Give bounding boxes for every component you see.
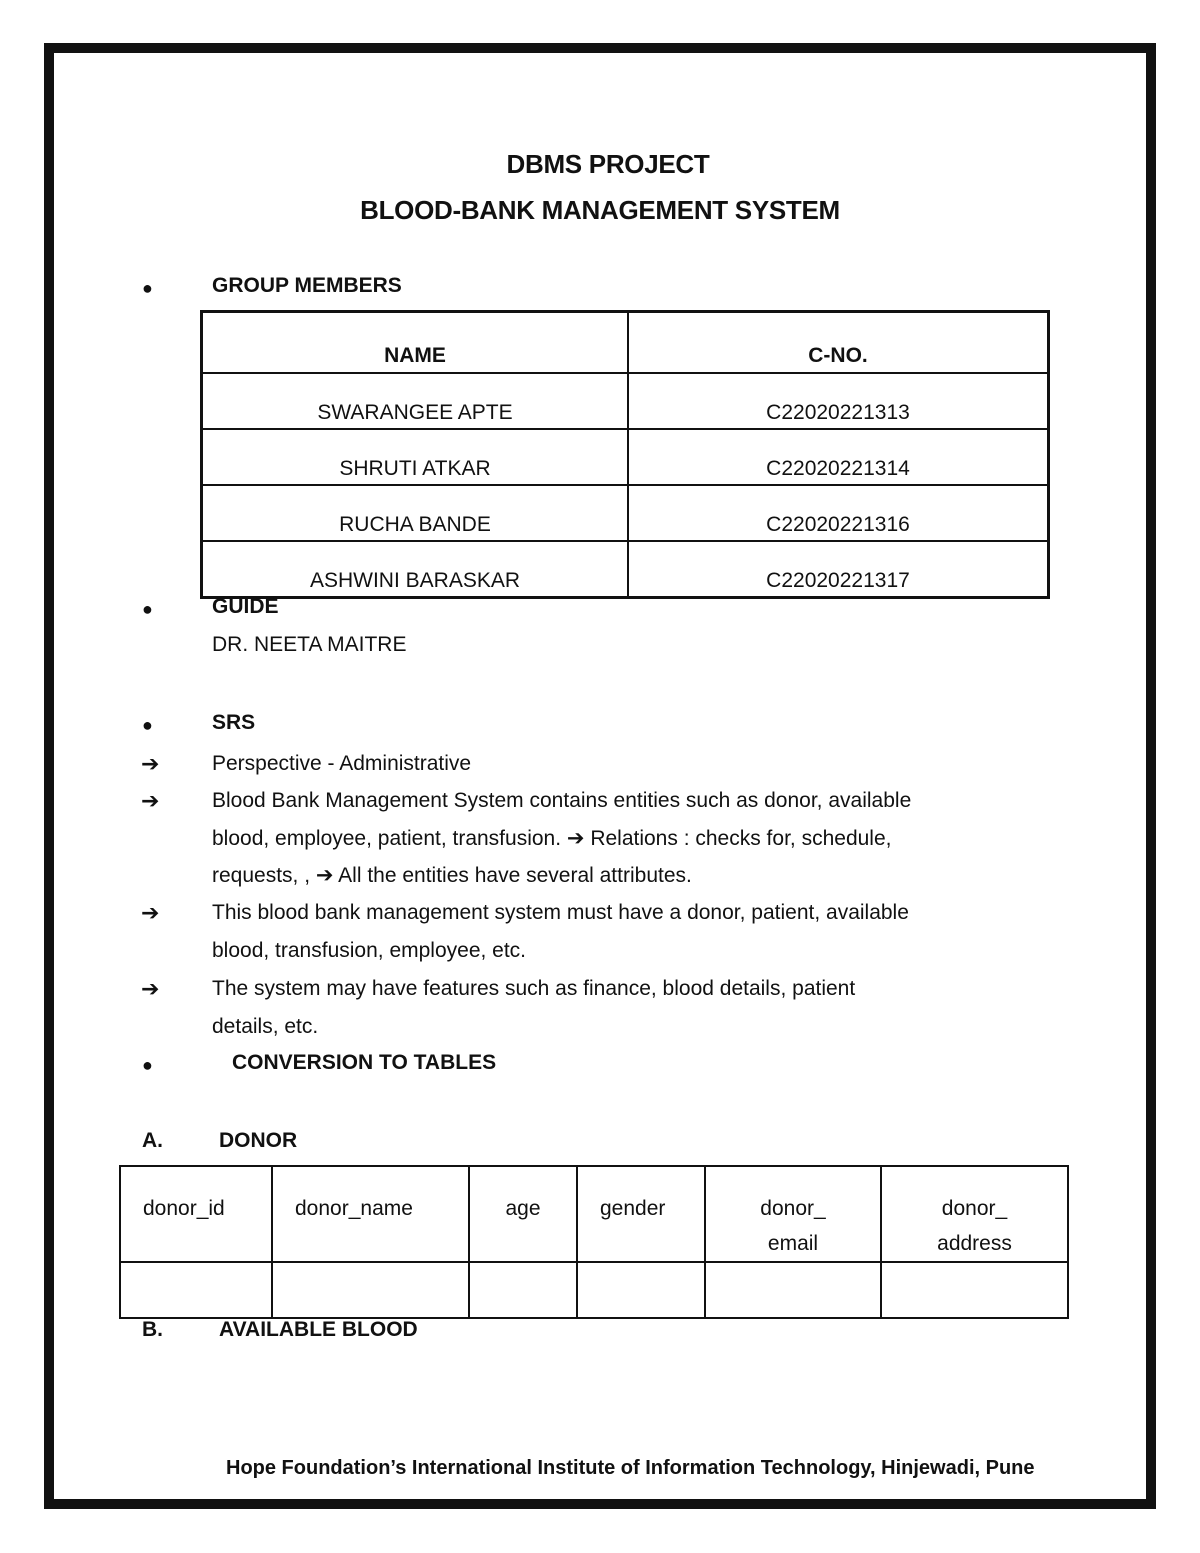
table-row: [202, 541, 1049, 598]
footer-institution: Hope Foundation’s International Institute of Information Technology, Hinjewadi, Pune: [226, 1457, 1035, 1479]
section-a-letter: A.: [142, 1129, 163, 1152]
column-header-line: address: [937, 1232, 1012, 1255]
section-a-title: DONOR: [219, 1129, 298, 1152]
empty-cell: [577, 1262, 705, 1318]
bullet-icon: ●: [142, 599, 153, 619]
srs-point: [212, 745, 1072, 783]
table-row: [202, 485, 1049, 541]
member-cno: C22020221317: [628, 541, 1049, 598]
table-row: [202, 373, 1049, 429]
guide-name: DR. NEETA MAITRE: [212, 633, 407, 656]
table-header-row: [120, 1166, 1068, 1262]
srs-line: This blood bank management system must have a donor, patient, available: [212, 901, 909, 924]
srs-heading: SRS: [212, 711, 256, 734]
srs-point: [212, 894, 1072, 969]
table-row: [202, 429, 1049, 485]
member-cno: C22020221314: [628, 429, 1049, 485]
member-name: SWARANGEE APTE: [202, 373, 629, 429]
column-header-line: email: [767, 1232, 819, 1255]
document-title: DBMS PROJECT: [506, 149, 710, 179]
column-header-cno: C-NO.: [628, 312, 1049, 374]
empty-cell: [705, 1262, 881, 1318]
column-header-name: NAME: [202, 312, 629, 374]
column-header: [272, 1166, 469, 1262]
column-header-line: gender: [600, 1197, 666, 1220]
empty-cell: [469, 1262, 577, 1318]
srs-line: details, etc.: [212, 1014, 319, 1038]
group-members-heading: GROUP MEMBERS: [212, 274, 402, 297]
arrow-icon: ➔: [141, 788, 160, 813]
document-subtitle: BLOOD-BANK MANAGEMENT SYSTEM: [360, 195, 840, 225]
member-cno: C22020221316: [628, 485, 1049, 541]
srs-line: The system may have features such as finance, blood details, patient: [212, 977, 856, 1000]
table-header-row: [202, 312, 1049, 374]
section-b-title: AVAILABLE BLOOD: [219, 1318, 418, 1341]
guide-heading: GUIDE: [212, 595, 279, 618]
column-header: [881, 1166, 1068, 1262]
bullet-icon: ●: [142, 278, 153, 298]
srs-point: [212, 970, 1072, 1045]
empty-cell: [120, 1262, 272, 1318]
arrow-icon: ➔: [141, 976, 160, 1001]
column-header: [705, 1166, 881, 1262]
arrow-icon: ➔: [141, 900, 160, 925]
section-b-letter: B.: [142, 1318, 163, 1341]
srs-line: requests, , ➔ All the entities have several attributes.: [212, 864, 692, 887]
srs-line: blood, transfusion, employee, etc.: [212, 938, 527, 962]
column-header: [577, 1166, 705, 1262]
donor-table: [119, 1165, 1069, 1319]
column-header-line: donor_id: [143, 1197, 225, 1220]
member-name: RUCHA BANDE: [202, 485, 629, 541]
column-header: [469, 1166, 577, 1262]
table-row: [120, 1262, 1068, 1318]
srs-line: blood, employee, patient, transfusion. ➔ Relations : checks for, schedule,: [212, 826, 892, 850]
arrow-icon: ➔: [141, 751, 160, 776]
member-name: SHRUTI ATKAR: [202, 429, 629, 485]
conversion-heading: CONVERSION TO TABLES: [232, 1051, 497, 1074]
empty-cell: [881, 1262, 1068, 1318]
srs-point: [212, 782, 1072, 895]
column-header-line: age: [505, 1197, 541, 1220]
srs-line: Perspective - Administrative: [212, 752, 472, 775]
bullet-icon: ●: [142, 1055, 153, 1075]
column-header-line: donor_: [760, 1197, 826, 1220]
member-name: ASHWINI BARASKAR: [202, 541, 629, 598]
column-header: [120, 1166, 272, 1262]
column-header-line: donor_name: [295, 1197, 413, 1220]
member-cno: C22020221313: [628, 373, 1049, 429]
members-table: [200, 310, 1050, 599]
column-header-line: donor_: [941, 1197, 1008, 1220]
srs-line: Blood Bank Management System contains entities such as donor, available: [212, 789, 912, 812]
bullet-icon: ●: [142, 715, 153, 735]
empty-cell: [272, 1262, 469, 1318]
